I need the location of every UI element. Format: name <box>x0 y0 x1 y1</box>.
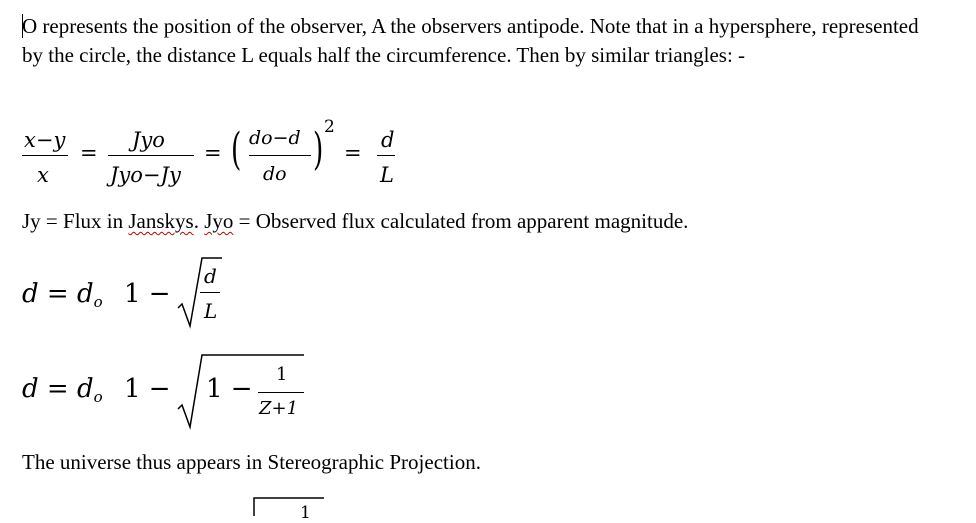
eq2-radical-numerator: d <box>204 264 217 288</box>
misspelled-jyo[interactable]: Jyo <box>204 209 234 233</box>
eq4-radical <box>252 496 328 516</box>
right-paren: ) <box>313 124 324 175</box>
frac3-numerator: do−d <box>249 127 301 149</box>
eq3-radical-numerator: 1 <box>276 364 288 385</box>
frac4-denominator: L <box>380 163 394 187</box>
eq2-one-minus: 1 − <box>124 279 171 309</box>
intro-paragraph: O represents the position of the observer, A the observers antipode. Note that in a hypersphere, represented by the circle, the distance L equals half the circumference. Then by similar triangles: - <box>22 14 919 67</box>
eq2-subscript: o <box>93 293 103 311</box>
exponent: 2 <box>324 117 335 137</box>
equals-sign-2: = <box>204 141 222 165</box>
definition-separator: . <box>193 209 205 233</box>
frac4-numerator: d <box>381 128 395 152</box>
eq3-inner-one-minus: 1 − <box>206 374 253 404</box>
frac2-denominator: Jyo−Jy <box>110 163 181 187</box>
eq3-lhs-text: d = d <box>22 374 94 404</box>
frac3-denominator: do <box>263 163 287 185</box>
eq3-radical-denominator: Z+1 <box>259 398 299 419</box>
frac1-numerator: x−y <box>24 128 66 152</box>
misspelled-janskys[interactable]: Janskys <box>128 209 194 233</box>
definition-suffix: = Observed flux calculated from apparent magnitude. <box>233 209 689 233</box>
left-paren: ( <box>231 124 242 175</box>
equals-sign-1: = <box>80 141 98 165</box>
eq3-one-minus: 1 − <box>124 374 171 404</box>
eq2-lhs-text: d = d <box>22 279 94 309</box>
eq3-subscript: o <box>93 388 103 406</box>
definition-prefix: Jy = Flux in <box>22 209 129 233</box>
frac1-denominator: x <box>37 163 49 187</box>
equals-sign-3: = <box>344 141 362 165</box>
conclusion-paragraph: The universe thus appears in Stereographic Projection. <box>22 450 481 474</box>
eq4-radical-numerator: 1 <box>300 503 311 523</box>
frac2-numerator: Jyo <box>132 128 165 152</box>
eq2-radical-denominator: L <box>204 299 218 323</box>
